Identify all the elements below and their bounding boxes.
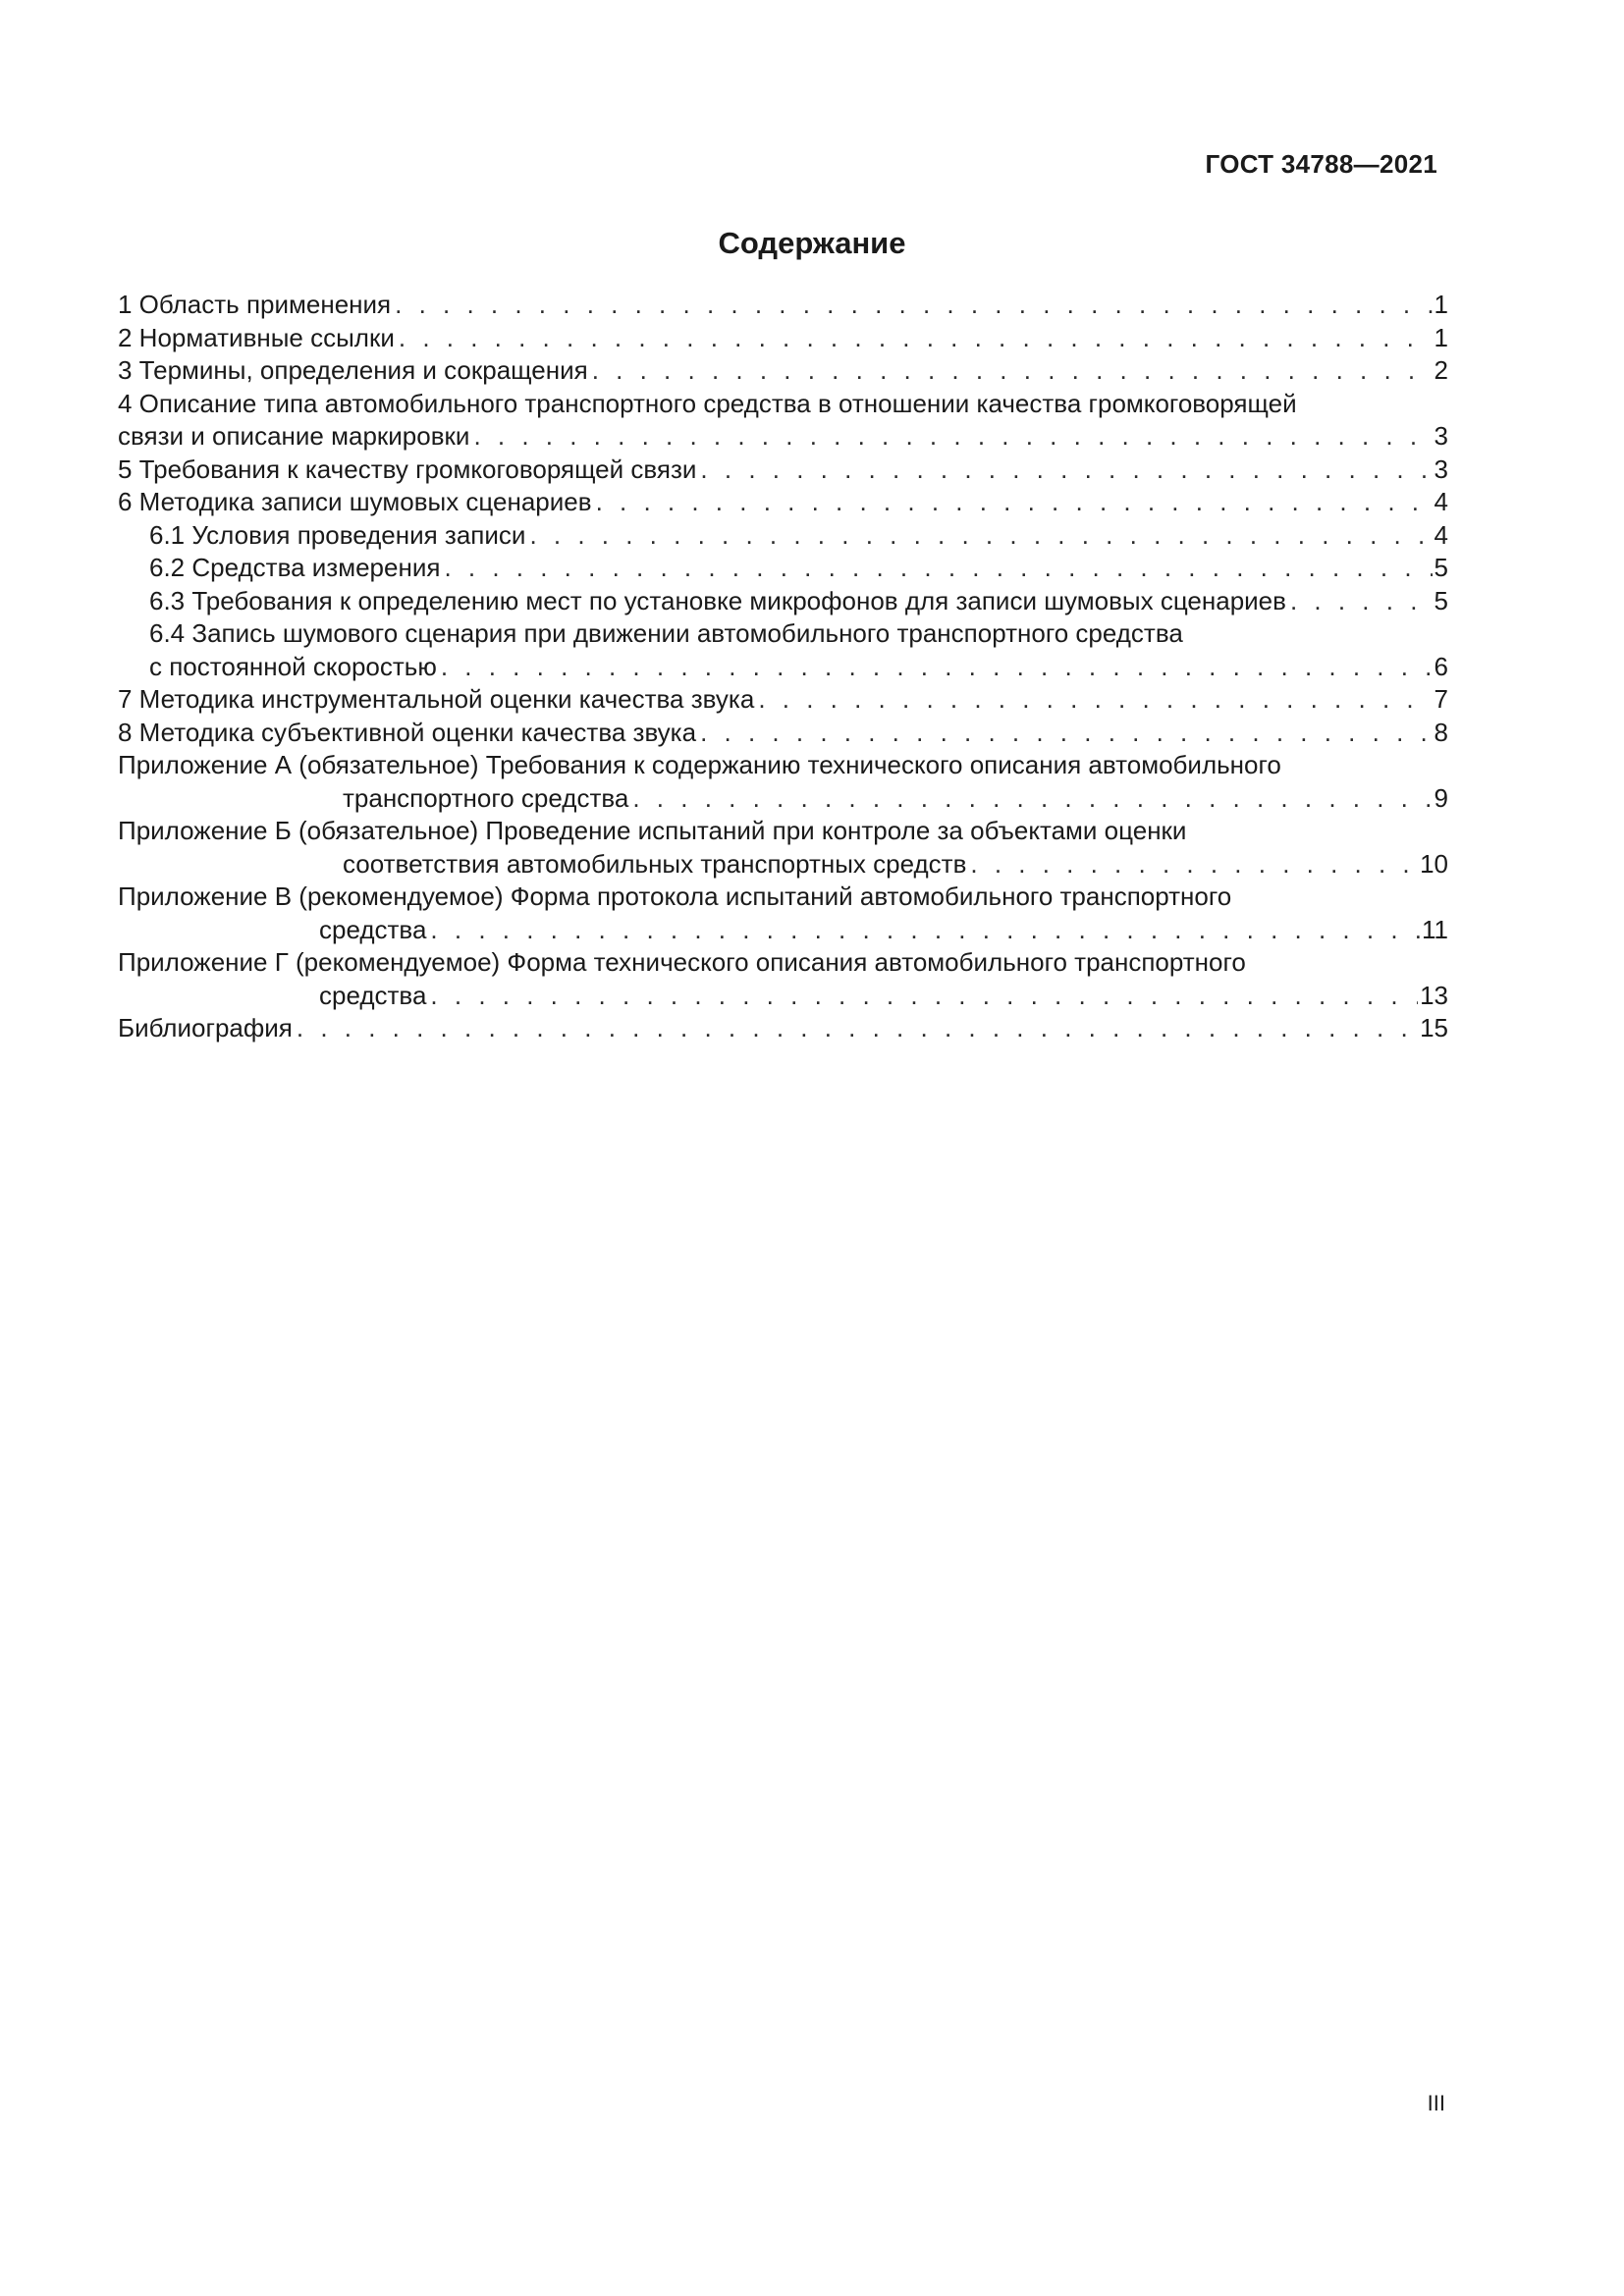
toc-title: Содержание	[718, 226, 906, 260]
toc-leader-dots	[592, 354, 1433, 388]
document-code: ГОСТ 34788—2021	[1205, 149, 1437, 179]
toc-entry-label: связи и описание маркировки	[118, 421, 470, 451]
toc-leader-dots	[758, 683, 1432, 717]
toc-leader-dots	[596, 486, 1433, 519]
toc-leader-dots	[529, 519, 1432, 553]
toc-entry-bibliography[interactable]	[118, 1012, 1448, 1045]
toc-leader-dots	[473, 420, 1432, 454]
toc-entry-label-first-line: Приложение Г (рекомендуемое) Форма технического описания автомобильного транспортного	[118, 947, 1246, 977]
toc-entry-label: соответствия автомобильных транспортных средств	[343, 848, 967, 879]
toc-entry-label: 1 Область применения	[118, 290, 392, 319]
toc-entry-label: средства	[319, 980, 427, 1010]
table-of-contents	[118, 289, 1448, 1045]
toc-page-number: 1	[1434, 322, 1448, 352]
toc-entry-label-first-line: 4 Описание типа автомобильного транспортного средства в отношении качества громкоговорящей	[118, 388, 1297, 418]
toc-entry-label: 8 Методика субъективной оценки качества звука	[118, 717, 697, 747]
toc-entry-label: с постоянной скоростью	[149, 651, 437, 681]
toc-entry-7[interactable]	[118, 683, 1448, 717]
toc-entry-label: 7 Методика инструментальной оценки качества звука	[118, 684, 755, 714]
toc-page-number: 8	[1434, 717, 1448, 747]
toc-entry-2[interactable]	[118, 322, 1448, 355]
toc-entry-label: 2 Нормативные ссылки	[118, 322, 395, 352]
toc-entry-6[interactable]	[118, 486, 1448, 519]
toc-leader-dots	[970, 848, 1418, 881]
toc-entry-label-first-line: Приложение А (обязательное) Требования к содержанию технического описания автомобильного	[118, 750, 1281, 779]
toc-entry-annex-a[interactable]	[118, 749, 1448, 815]
toc-entry-label: 6 Методика записи шумовых сценариев	[118, 487, 592, 516]
toc-entry-label-first-line: Приложение В (рекомендуемое) Форма протокола испытаний автомобильного транспортного	[118, 881, 1232, 911]
toc-leader-dots	[430, 914, 1420, 947]
toc-leader-dots	[444, 552, 1432, 585]
toc-entry-1[interactable]	[118, 289, 1448, 322]
toc-entry-label-first-line: 6.4 Запись шумового сценария при движении автомобильного транспортного средства	[149, 618, 1183, 648]
toc-leader-dots	[1290, 585, 1433, 618]
toc-page-number: 1	[1434, 290, 1448, 319]
toc-entry-label: транспортного средства	[343, 782, 629, 813]
toc-entry-label: 3 Термины, определения и сокращения	[118, 355, 588, 385]
toc-leader-dots	[399, 322, 1433, 355]
toc-entry-8[interactable]	[118, 717, 1448, 750]
toc-page-number: 5	[1434, 585, 1448, 615]
toc-leader-dots	[700, 454, 1432, 487]
toc-entry-6-1[interactable]	[118, 519, 1448, 553]
toc-entry-label: 6.3 Требования к определению мест по установке микрофонов для записи шумовых сценариев	[149, 585, 1286, 615]
toc-leader-dots	[395, 289, 1432, 322]
toc-entry-4[interactable]	[118, 388, 1448, 454]
toc-page-number: 10	[1420, 848, 1448, 879]
toc-leader-dots	[700, 717, 1432, 750]
toc-entry-label: 6.2 Средства измерения	[149, 553, 441, 582]
toc-entry-6-2[interactable]	[118, 552, 1448, 585]
toc-page-number: 6	[1434, 651, 1448, 681]
toc-leader-dots	[441, 651, 1433, 684]
toc-page-number: 4	[1434, 487, 1448, 516]
toc-entry-5[interactable]	[118, 454, 1448, 487]
toc-entry-label-first-line: Приложение Б (обязательное) Проведение испытаний при контроле за объектами оценки	[118, 816, 1187, 845]
toc-page-number: 13	[1420, 980, 1448, 1010]
toc-entry-label: 6.1 Условия проведения записи	[149, 519, 526, 550]
toc-entry-annex-g[interactable]	[118, 946, 1448, 1012]
toc-page-number: 3	[1434, 454, 1448, 484]
toc-entry-label: средства	[319, 914, 427, 944]
toc-leader-dots	[430, 980, 1418, 1013]
toc-page-number: 4	[1434, 519, 1448, 550]
toc-entry-3[interactable]	[118, 354, 1448, 388]
toc-leader-dots	[297, 1012, 1418, 1045]
toc-entry-label: Библиография	[118, 1013, 293, 1042]
toc-page-number: 2	[1434, 355, 1448, 385]
page-number: III	[1427, 2091, 1445, 2115]
toc-entry-6-3[interactable]	[118, 585, 1448, 618]
toc-leader-dots	[632, 782, 1432, 816]
toc-page-number: 3	[1434, 421, 1448, 451]
toc-page-number: 7	[1434, 684, 1448, 714]
toc-entry-annex-v[interactable]	[118, 881, 1448, 946]
toc-page-number: 11	[1422, 914, 1448, 944]
toc-entry-label: 5 Требования к качеству громкоговорящей связи	[118, 454, 697, 484]
toc-page-number: 5	[1434, 553, 1448, 582]
toc-page-number: 9	[1434, 782, 1448, 813]
toc-page-number: 15	[1420, 1013, 1448, 1042]
toc-entry-6-4[interactable]	[118, 617, 1448, 683]
toc-entry-annex-b[interactable]	[118, 815, 1448, 881]
